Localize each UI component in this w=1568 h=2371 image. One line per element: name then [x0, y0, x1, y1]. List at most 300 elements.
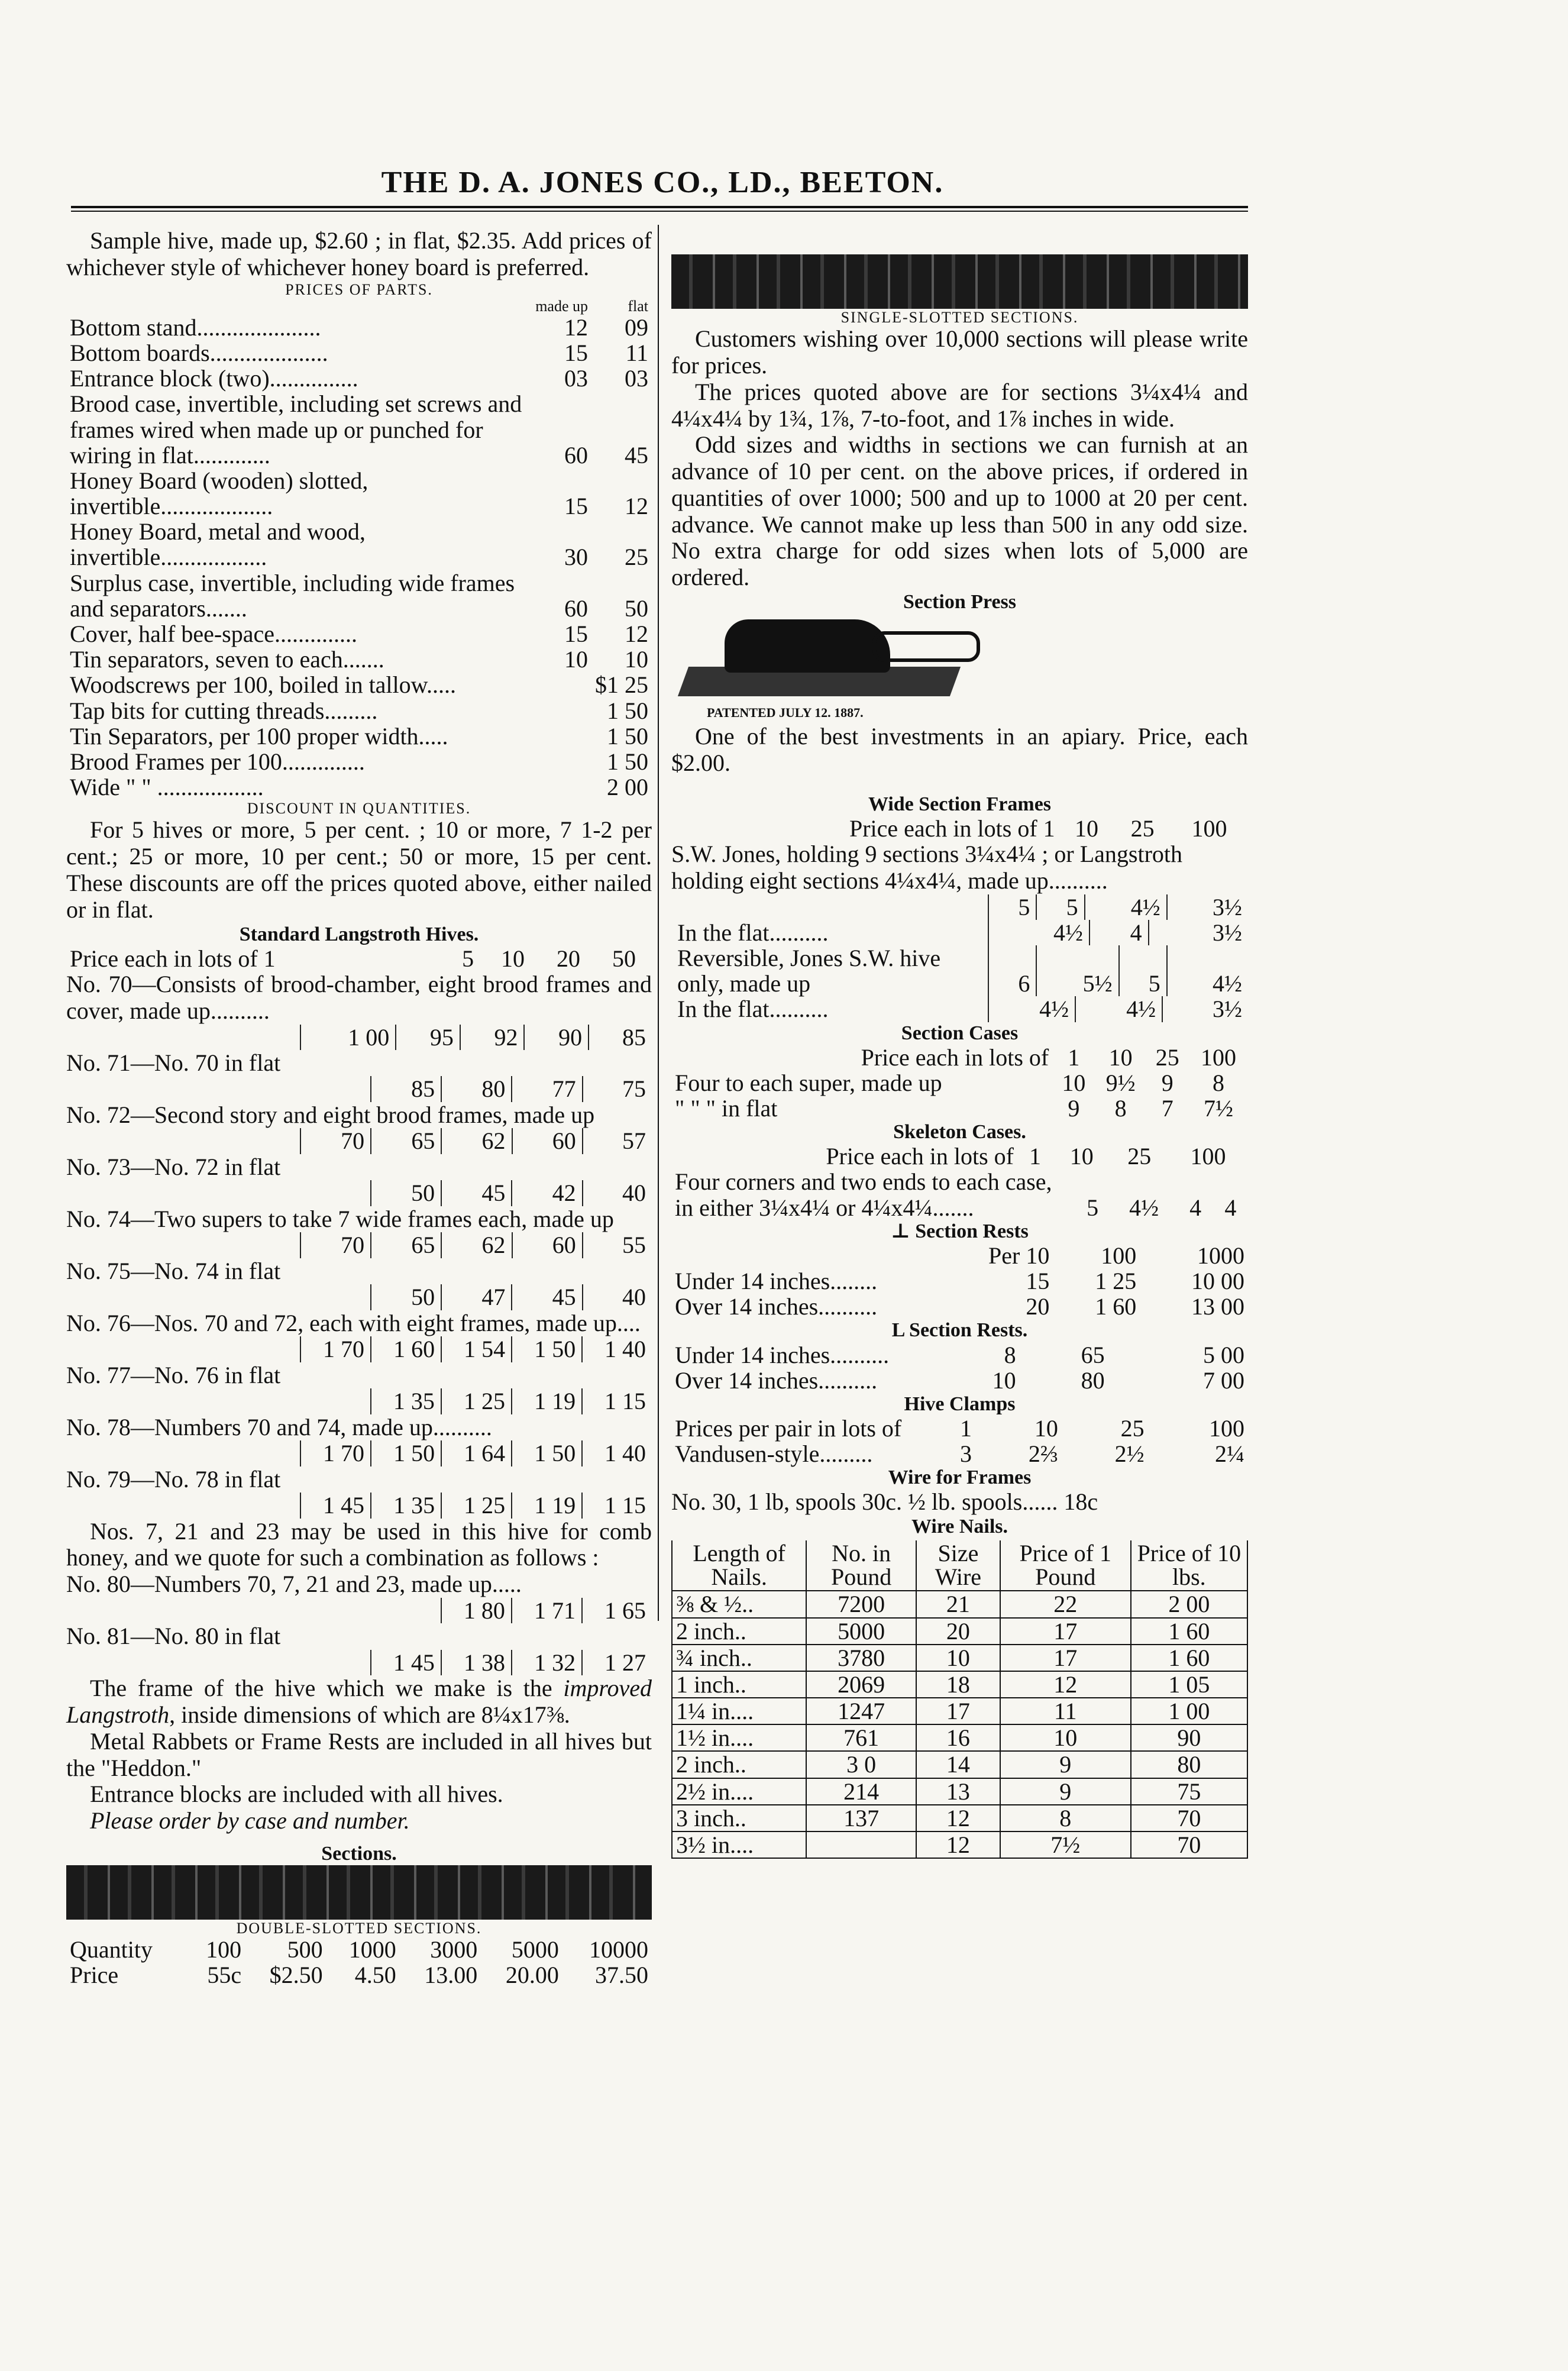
frame-text-b: , inside dimensions of which are 8¼x17⅜.: [169, 1701, 570, 1728]
part-flat-price: 1 50: [607, 748, 648, 775]
wide-flat-2: [671, 996, 1248, 1022]
cases-price: 7: [1161, 1095, 1173, 1122]
nails-cell: 3 0: [806, 1751, 916, 1778]
hive-price: 1 70: [300, 1336, 371, 1362]
hive-price: 45: [512, 1284, 582, 1310]
hive-price: 65: [371, 1232, 441, 1258]
hive-desc: No. 80—Numbers 70, 7, 21 and 23, made up.....: [66, 1571, 522, 1598]
hive-clamps-heading: Hive Clamps: [904, 1393, 1016, 1415]
rests-row: [671, 1416, 1248, 1441]
hive-price: 1 25: [441, 1388, 512, 1414]
rests-price: 10: [992, 1367, 1016, 1394]
hive-price: 1 35: [371, 1493, 441, 1518]
nails-cell: 70: [1131, 1805, 1247, 1831]
part-flat-price: 50: [625, 595, 648, 622]
nails-head-cell: Size Wire: [916, 1540, 1000, 1591]
rests-row: [671, 1368, 1248, 1393]
nails-cell: 1 05: [1131, 1671, 1247, 1698]
rests-row: [671, 1268, 1248, 1294]
hive-prices: [66, 1650, 652, 1675]
hive-entry: [66, 1102, 652, 1154]
nails-cell: 1 60: [1131, 1618, 1247, 1645]
part-made-up-price: 15: [564, 339, 588, 366]
prices-quoted-text: The prices quoted above are for sections 3¼x4¼ and 4¼x4¼ by 1¾, 1⅞, 7-to-foot, and 1⅞ inches in wide.: [671, 378, 1248, 432]
section-cases-table: [671, 1045, 1248, 1122]
nails-cell: 3½ in....: [672, 1831, 806, 1858]
hive-prices: [66, 1076, 652, 1101]
rests-row: [671, 1441, 1248, 1466]
parts-row: [66, 672, 652, 697]
nails-cell: 12: [916, 1831, 1000, 1858]
nails-head-cell: Length of Nails.: [672, 1540, 806, 1591]
part-name: Entrance block (two)...............: [70, 365, 358, 392]
wide-frame-price: 4½: [1075, 996, 1162, 1022]
rests-price: 1 25: [1095, 1268, 1137, 1295]
customers-text: Customers wishing over 10,000 sections will please write for prices.: [671, 325, 1248, 379]
section-price: 13.00: [424, 1962, 478, 1989]
hive-prices: [66, 1025, 652, 1050]
parts-row: [66, 749, 652, 774]
hive-price: 1 71: [512, 1598, 582, 1623]
hive-price: 1 25: [441, 1493, 512, 1518]
part-flat-price: 09: [625, 314, 648, 341]
lot-50: 50: [612, 945, 636, 972]
hive-prices: [66, 1598, 652, 1623]
single-slotted-section-image: [671, 254, 1248, 309]
rests-label: Vandusen-style.........: [675, 1440, 873, 1468]
hive-price: 95: [396, 1025, 460, 1050]
hive-entry: [66, 1050, 652, 1102]
qty-label: Quantity: [70, 1936, 153, 1963]
hive-price: 1 80: [441, 1598, 512, 1623]
nails-cell: 11: [1000, 1698, 1131, 1724]
cases-price: 8: [1212, 1069, 1224, 1096]
parts-row: [66, 315, 652, 340]
wide-frame-price: 3½: [1162, 996, 1248, 1022]
part-made-up-price: [532, 698, 591, 723]
nails-cell: 17: [1000, 1618, 1131, 1645]
rests-price: 5 00: [1203, 1341, 1244, 1368]
rests-head-row: [671, 1243, 1248, 1268]
nails-cell: 1247: [806, 1698, 916, 1724]
cases-row: [671, 1070, 1248, 1096]
section-qty: 5000: [511, 1936, 559, 1963]
hive-price: 62: [441, 1232, 512, 1258]
rests-label: Prices per pair in lots of: [675, 1415, 902, 1442]
left-column: [66, 228, 652, 1988]
hive-price: 1 65: [582, 1598, 652, 1623]
wide-head-100: 100: [1191, 815, 1227, 842]
rests-price: 2½: [1114, 1440, 1145, 1468]
nails-cell: 18: [916, 1671, 1000, 1698]
parts-row: [66, 570, 652, 621]
part-flat-price: 1 50: [607, 697, 648, 724]
rests-price: 20: [1026, 1293, 1050, 1320]
wide-frame-price: 4½: [1085, 894, 1167, 920]
part-made-up-price: 15: [564, 493, 588, 520]
nails-cell: 8: [1000, 1805, 1131, 1831]
hive-price: 60: [512, 1128, 583, 1154]
nails-cell: 3 inch..: [672, 1805, 806, 1831]
wide-frame-price: 5½: [1036, 945, 1118, 996]
rabbets-text: Metal Rabbets or Frame Rests are included in all hives but the "Heddon.": [66, 1727, 652, 1781]
press-patent-label: PATENTED JULY 12. 1887.: [707, 705, 864, 720]
nails-cell: 2 00: [1131, 1591, 1247, 1617]
nails-cell: 7200: [806, 1591, 916, 1617]
rests-price: 1: [960, 1415, 972, 1442]
part-made-up-price: 60: [564, 595, 588, 622]
parts-heading: PRICES OF PARTS.: [285, 280, 433, 298]
lot-20: 20: [556, 945, 580, 972]
langstroth-head-row: [66, 946, 652, 971]
part-name: Tap bits for cutting threads.........: [70, 697, 378, 724]
hive-desc: No. 74—Two supers to take 7 wide frames each, made up: [66, 1205, 614, 1232]
skeleton-cases-heading: Skeleton Cases.: [893, 1121, 1026, 1143]
double-slotted-caption: DOUBLE-SLOTTED SECTIONS.: [236, 1919, 482, 1937]
cases-head-cell: 10: [1108, 1044, 1133, 1071]
cases-head-cell: 100: [1200, 1044, 1236, 1071]
wide-row-2: [671, 945, 1248, 996]
part-name: Woodscrews per 100, boiled in tallow.....: [70, 671, 456, 699]
skeleton-head-cell: Price each in lots of: [826, 1143, 1014, 1170]
nails-row: [672, 1778, 1247, 1805]
wide-frame-price: 4½: [1167, 945, 1248, 996]
hive-desc: No. 70—Consists of brood-chamber, eight brood frames and cover, made up..........: [66, 970, 652, 1024]
nails-cell: [806, 1831, 916, 1858]
part-flat-price: 12: [625, 621, 648, 648]
part-name: Surplus case, invertible, including wide frames and separators.......: [70, 569, 515, 622]
rests-price: 3: [960, 1440, 972, 1468]
hive-desc: No. 72—Second story and eight brood frames, made up: [66, 1101, 595, 1128]
nails-cell: 16: [916, 1724, 1000, 1751]
hive-price: 1 40: [582, 1336, 652, 1362]
parts-table: [66, 298, 652, 800]
wide-frame-price: 5: [1119, 945, 1167, 996]
cases-head-cell: 1: [1068, 1044, 1080, 1071]
nails-cell: ⅜ & ½..: [672, 1591, 806, 1617]
hive-price: 45: [441, 1180, 512, 1206]
hive-price: 1 19: [512, 1493, 582, 1518]
nails-head-cell: No. in Pound: [806, 1540, 916, 1591]
column-divider: [658, 225, 659, 1621]
rests-price: 15: [1026, 1268, 1050, 1295]
part-flat-price: 2 00: [607, 774, 648, 801]
part-name: Brood case, invertible, including set screws and frames wired when made up or punched for wiring in flat.............: [70, 390, 522, 469]
hive-price: 1 32: [512, 1650, 582, 1675]
part-made-up-price: 12: [564, 314, 588, 341]
wire-frames-heading: Wire for Frames: [888, 1466, 1032, 1489]
rests-price: 80: [1081, 1367, 1105, 1394]
hive-prices: [66, 1232, 652, 1258]
sections-price-table: [66, 1937, 652, 1988]
part-flat-price: 12: [625, 493, 648, 520]
wide-text-1: S.W. Jones, holding 9 sections 3¼x4¼ ; or Langstroth holding eight sections 4¼x4¼, made up..........: [671, 841, 1183, 894]
wide-flat-1: [671, 920, 1248, 945]
rests-label: Under 14 inches........: [675, 1268, 878, 1295]
col-made-up: made up: [535, 297, 588, 315]
lot-10: 10: [500, 945, 525, 972]
nails-cell: 2 inch..: [672, 1618, 806, 1645]
section-price: 37.50: [595, 1962, 648, 1989]
hive-price: 85: [589, 1025, 652, 1050]
wire-nails-table: [671, 1540, 1248, 1859]
nails-cell: 13: [916, 1778, 1000, 1805]
wide-frame-price: 5: [1036, 894, 1084, 920]
nails-cell: 22: [1000, 1591, 1131, 1617]
rests-head-cell: Per 10: [988, 1242, 1050, 1269]
wide-frames-head: [671, 816, 1248, 841]
nails-cell: 1½ in....: [672, 1724, 806, 1751]
parts-row: [66, 519, 652, 570]
rests-price: 2¼: [1215, 1440, 1244, 1468]
hive-clamps-table: [671, 1416, 1248, 1466]
wide-frame-price: 3½: [1167, 894, 1248, 920]
hive-prices: [66, 1180, 652, 1206]
parts-row: [66, 774, 652, 800]
hive-price: 1 45: [300, 1493, 371, 1518]
hive-entry: [66, 1414, 652, 1466]
wide-frame-price: 3½: [1149, 920, 1248, 945]
rests-price: 8: [1004, 1341, 1016, 1368]
hive-price: 75: [583, 1076, 652, 1101]
wide-head-10: 10: [1074, 815, 1098, 842]
nails-cell: 14: [916, 1751, 1000, 1778]
section-cases-heading: Section Cases: [901, 1022, 1019, 1044]
wide-frame-price: 4: [1089, 920, 1149, 945]
rests-price: 100: [1209, 1415, 1244, 1442]
hive-price: 1 50: [371, 1440, 441, 1466]
hive-price: 85: [371, 1076, 441, 1101]
single-slotted-caption: SINGLE-SLOTTED SECTIONS.: [840, 309, 1079, 326]
hive-price: 90: [524, 1025, 589, 1050]
hive-price: 1 15: [582, 1493, 652, 1518]
l-rests-table: [671, 1342, 1248, 1393]
nails-cell: 2069: [806, 1671, 916, 1698]
parts-row: [66, 366, 652, 391]
section-qty: 100: [206, 1936, 242, 1963]
header-rule-thin: [71, 211, 1248, 212]
part-made-up-price: [532, 749, 591, 774]
hive-price: 1 54: [441, 1336, 512, 1362]
nails-cell: 17: [916, 1698, 1000, 1724]
t-rests-table: [671, 1243, 1248, 1320]
hive-desc: No. 78—Numbers 70 and 74, made up..........: [66, 1413, 492, 1440]
hive-price: 1 19: [512, 1388, 582, 1414]
rests-price: 10 00: [1191, 1268, 1244, 1295]
hive-entry: [66, 1362, 652, 1414]
rests-price: 10: [1034, 1415, 1058, 1442]
sample-hive-text: Sample hive, made up, $2.60 ; in flat, $2.35. Add prices of whichever style of whichever honey board is preferred.: [66, 227, 652, 280]
hive-desc: No. 75—No. 74 in flat: [66, 1257, 281, 1284]
hive-prices: [66, 1336, 652, 1362]
nails-cell: ¾ inch..: [672, 1645, 806, 1671]
hive-price: 1 27: [582, 1650, 652, 1675]
cases-price: 9: [1161, 1069, 1173, 1096]
cases-label: Four to each super, made up: [675, 1069, 942, 1096]
hive-prices: [66, 1284, 652, 1310]
wide-frames-heading: Wide Section Frames: [868, 793, 1052, 815]
section-press-heading: Section Press: [903, 591, 1017, 613]
hive-desc: No. 73—No. 72 in flat: [66, 1153, 281, 1180]
part-flat-price: 11: [625, 339, 648, 366]
frame-text-em: improved Langstroth: [66, 1675, 652, 1728]
cases-price: 9: [1068, 1095, 1080, 1122]
hive-price: 50: [371, 1284, 441, 1310]
part-name: Cover, half bee-space..............: [70, 621, 357, 648]
part-name: Tin Separators, per 100 proper width.....: [70, 722, 448, 750]
rests-label: Under 14 inches..........: [675, 1341, 890, 1368]
part-flat-price: 03: [625, 365, 648, 392]
nails-cell: 2 inch..: [672, 1751, 806, 1778]
section-price: 4.50: [354, 1962, 396, 1989]
cases-price: 7½: [1203, 1095, 1233, 1122]
wide-frame-price: 4½: [988, 920, 1089, 945]
nails-cell: 75: [1131, 1778, 1247, 1805]
lot-5: 5: [462, 945, 474, 972]
cases-head-row: [671, 1045, 1248, 1070]
nails-cell: 1 60: [1131, 1645, 1247, 1671]
hive-price: 40: [583, 1180, 652, 1206]
section-price: 55c: [207, 1962, 242, 1989]
hive-desc: No. 76—Nos. 70 and 72, each with eight frames, made up....: [66, 1309, 641, 1336]
part-flat-price: 25: [625, 544, 648, 571]
hive-entry: [66, 1206, 652, 1258]
skeleton-price: 4: [1189, 1194, 1202, 1221]
nails-cell: 3780: [806, 1645, 916, 1671]
wide-text-2: Reversible, Jones S.W. hive only, made up: [677, 944, 941, 997]
skeleton-price: 5: [1087, 1194, 1099, 1221]
t-rests-heading: ⊥ Section Rests: [891, 1220, 1029, 1242]
part-made-up-price: [532, 672, 591, 697]
part-name: Honey Board, metal and wood, invertible..................: [70, 518, 366, 571]
cases-label: " " " in flat: [675, 1095, 778, 1122]
press-text: One of the best investments in an apiary. Price, each $2.00.: [671, 723, 1248, 776]
hive-price: 70: [300, 1232, 371, 1258]
cases-price: 8: [1114, 1095, 1127, 1122]
part-name: Brood Frames per 100..............: [70, 748, 365, 775]
nails-cell: 761: [806, 1724, 916, 1751]
hive-price: 62: [441, 1128, 512, 1154]
hive-entry: [66, 1310, 652, 1362]
section-press-image: [671, 613, 979, 720]
part-name: Wide " " ..................: [70, 774, 264, 801]
wide-frame-price: 6: [988, 945, 1036, 996]
hive-price: 1 45: [371, 1650, 441, 1675]
part-made-up-price: [532, 723, 591, 749]
nails-cell: 17: [1000, 1645, 1131, 1671]
part-made-up-price: 03: [564, 365, 588, 392]
hive-price: 1 70: [300, 1440, 371, 1466]
hive-price: 1 64: [441, 1440, 512, 1466]
hive-price: 1 35: [371, 1388, 441, 1414]
part-name: Bottom stand.....................: [70, 314, 321, 341]
hive-price: 1 38: [441, 1650, 512, 1675]
nails-row: [672, 1751, 1247, 1778]
hive-entry: [66, 1571, 652, 1623]
nails-head-cell: Price of 1 Pound: [1000, 1540, 1131, 1591]
nails-row: [672, 1671, 1247, 1698]
cases-head-cell: 25: [1155, 1044, 1179, 1071]
hive-price: 40: [583, 1284, 652, 1310]
rests-price: 7 00: [1203, 1367, 1244, 1394]
discount-text: For 5 hives or more, 5 per cent. ; 10 or more, 7 1-2 per cent.; 25 or more, 10 per cent.; 50 or more, 15 per cent. These discounts are off the prices quoted above, either nailed or in flat.: [66, 816, 652, 923]
hive-price: 50: [371, 1180, 441, 1206]
nails-cell: 10: [916, 1645, 1000, 1671]
parts-row: [66, 621, 652, 647]
hive-price: 1 50: [512, 1336, 582, 1362]
hive-price: 1 50: [512, 1440, 582, 1466]
order-text: Please order by case and number.: [90, 1807, 410, 1834]
rests-price: 25: [1120, 1415, 1145, 1442]
skeleton-price: 4½: [1129, 1194, 1159, 1221]
nails-head-cell: Price of 10 lbs.: [1131, 1540, 1247, 1591]
nails-cell: 21: [916, 1591, 1000, 1617]
hive-prices: [66, 1493, 652, 1518]
wide-head-25: 25: [1130, 815, 1155, 842]
rests-head-cell: 1000: [1197, 1242, 1244, 1269]
part-name: Bottom boards....................: [70, 339, 328, 366]
part-flat-price: 45: [625, 441, 648, 469]
skeleton-head-cell: 25: [1127, 1143, 1152, 1170]
hive-desc: No. 71—No. 70 in flat: [66, 1049, 281, 1076]
skeleton-text: Four corners and two ends to each case, in either 3¼x4¼ or 4¼x4¼.......: [675, 1168, 1052, 1221]
skeleton-head-cell: 1: [1029, 1143, 1041, 1170]
col-flat: flat: [628, 297, 648, 315]
hive-price: 60: [512, 1232, 583, 1258]
nails-cell: 80: [1131, 1751, 1247, 1778]
section-qty: 10000: [589, 1936, 648, 1963]
nails-row: [672, 1831, 1247, 1858]
odd-sizes-text: Odd sizes and widths in sections we can furnish at an advance of 10 per cent. on the above prices, if ordered in quantities of over 1000; 500 and up to 1000 at 20 per cent. advance. We cannot make up less than 500 in any odd size. No extra charge for odd sizes when lots of 5,000 are ordered.: [671, 431, 1248, 591]
parts-row: [66, 391, 652, 468]
hive-price: 47: [441, 1284, 512, 1310]
nails-cell: 1 inch..: [672, 1671, 806, 1698]
nails-cell: 10: [1000, 1724, 1131, 1751]
hive-price: 77: [512, 1076, 582, 1101]
hive-list: [66, 971, 652, 1519]
hive-price: 1 40: [582, 1440, 652, 1466]
section-qty: 1000: [348, 1936, 396, 1963]
nails-cell: 12: [1000, 1671, 1131, 1698]
nails-row: [672, 1645, 1247, 1671]
hive-entry: [66, 1258, 652, 1310]
hive-price: 1 00: [300, 1025, 396, 1050]
hive-price: 1 15: [582, 1388, 652, 1414]
section-qty: 3000: [430, 1936, 478, 1963]
hive-list-2: [66, 1571, 652, 1675]
part-name: Tin separators, seven to each.......: [70, 646, 384, 673]
nails-cell: 20: [916, 1618, 1000, 1645]
cases-price: 10: [1062, 1069, 1086, 1096]
wide-row-1: [671, 894, 1248, 920]
hive-desc: No. 81—No. 80 in flat: [66, 1623, 281, 1650]
hive-entry: [66, 1623, 652, 1675]
hive-price: 65: [371, 1128, 441, 1154]
rests-label: Over 14 inches..........: [675, 1293, 878, 1320]
nails-cell: 1 00: [1131, 1698, 1247, 1724]
hive-prices: [66, 1440, 652, 1466]
wide-flat2-label: In the flat..........: [677, 996, 829, 1023]
nails-cell: 9: [1000, 1778, 1131, 1805]
nails-cell: 137: [806, 1805, 916, 1831]
nails-cell: 1¼ in....: [672, 1698, 806, 1724]
wire-nails-heading: Wire Nails.: [911, 1516, 1008, 1538]
hive-price: 42: [512, 1180, 582, 1206]
nails-cell: 7½: [1000, 1831, 1131, 1858]
hive-desc: No. 77—No. 76 in flat: [66, 1361, 281, 1388]
rests-price: 65: [1081, 1341, 1105, 1368]
nails-cell: 12: [916, 1805, 1000, 1831]
